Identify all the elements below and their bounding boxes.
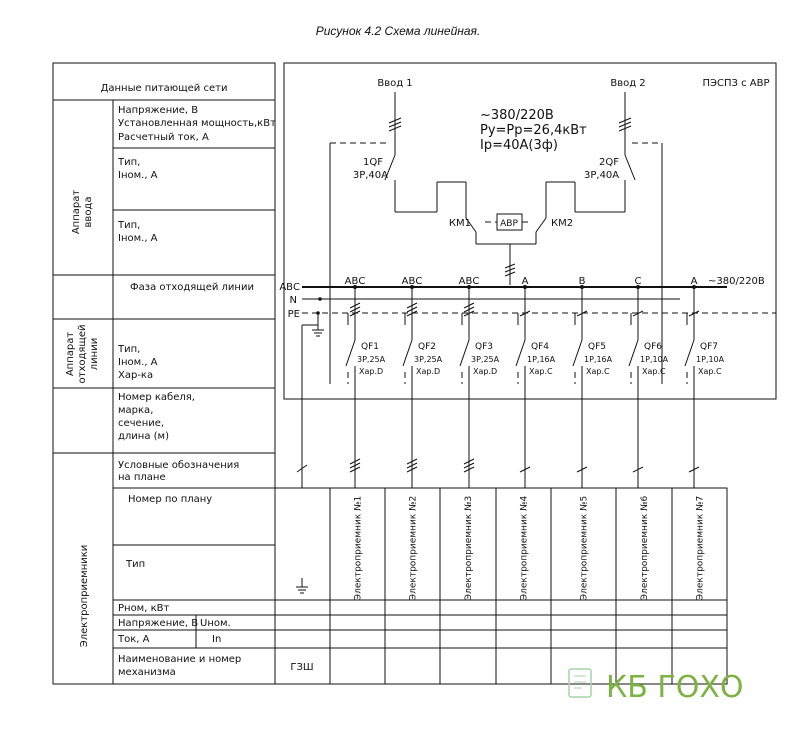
bus-voltage-label: ~380/220В bbox=[708, 276, 765, 287]
supply-row-current: Расчетный ток, А bbox=[118, 132, 209, 143]
svg-text:линии: линии bbox=[89, 337, 100, 371]
outgoing-device-label bbox=[65, 325, 100, 384]
svg-text:Электроприемники: Электроприемники bbox=[79, 544, 90, 648]
plan-symbols-1: Условные обозначения bbox=[118, 460, 240, 471]
supply-row-voltage: Напряжение, В bbox=[118, 105, 199, 116]
type-header: Тип bbox=[126, 559, 146, 570]
feeder-5 bbox=[573, 276, 613, 488]
feeder-qf-2: QF2 bbox=[418, 342, 436, 352]
feeder-rating-2: 3Р,25А bbox=[414, 355, 443, 364]
bus-n-label: N bbox=[289, 295, 297, 306]
receiver-label-3: Электроприемник №3 bbox=[464, 495, 474, 601]
feeder-qf-3: QF3 bbox=[475, 342, 493, 352]
outgoing-type: Тип, bbox=[118, 344, 141, 355]
feeder-rating-3: 3Р,25А bbox=[471, 355, 500, 364]
feeder-qf-4: QF4 bbox=[531, 342, 549, 352]
input-type-2: Тип, bbox=[118, 220, 141, 231]
feeder-phase-3: АВС bbox=[458, 276, 480, 287]
receiver-label-1: Электроприемник №1 bbox=[353, 495, 364, 601]
feeder-phase-6: С bbox=[634, 276, 642, 287]
receiver-label-2: Электроприемник №2 bbox=[408, 495, 419, 601]
panel-voltage: ~380/220В bbox=[480, 108, 554, 123]
bus-abc-label: АВС bbox=[279, 282, 300, 293]
receiver-table bbox=[275, 488, 727, 684]
avr-label: АВР bbox=[500, 219, 518, 229]
voltage-header: Напряжение, В bbox=[118, 618, 199, 629]
qf1-input-rating: 3Р,40А bbox=[352, 170, 388, 181]
input-device-label bbox=[71, 190, 94, 235]
feeder-phase-2: АВС bbox=[401, 276, 423, 287]
svg-text:ввода: ввода bbox=[83, 196, 94, 228]
feeder-rating-5: 1Р,16А bbox=[584, 355, 613, 364]
receiver-label-6: Электроприемник №6 bbox=[640, 495, 650, 601]
feeder-char-7: Хар.С bbox=[698, 367, 722, 376]
feeder-phase-1: АВС bbox=[344, 276, 366, 287]
receiver-label-5: Электроприемник №5 bbox=[579, 495, 590, 601]
feeder-2 bbox=[402, 276, 443, 488]
input-type-1: Тип, bbox=[118, 157, 141, 168]
panel-name: ПЭСПЗ с АВР bbox=[702, 78, 770, 89]
outgoing-char: Хар-ка bbox=[118, 370, 154, 381]
svg-text:Аппарат: Аппарат bbox=[71, 189, 82, 235]
qf2-input-name: 2QF bbox=[599, 157, 619, 168]
feeder-phase-4: А bbox=[521, 276, 529, 287]
feeder-3 bbox=[459, 276, 500, 488]
current-header: Ток, А bbox=[118, 634, 150, 645]
outgoing-inom: Iном., А bbox=[118, 357, 158, 368]
receivers-label bbox=[79, 545, 90, 648]
feeder-phase-5: В bbox=[578, 276, 586, 287]
supply-row-power: Установленная мощность,кВт bbox=[118, 118, 276, 129]
svg-text:Аппарат: Аппарат bbox=[65, 331, 76, 377]
busbars bbox=[297, 287, 776, 488]
panel-current: Iр=40А(3ф) bbox=[480, 138, 558, 153]
input2-label: Ввод 2 bbox=[610, 78, 646, 89]
feeder-char-1: Хар.D bbox=[359, 367, 384, 376]
ground-icon bbox=[296, 578, 308, 593]
feeder-char-4: Хар.С bbox=[529, 367, 553, 376]
kb-goho-logo bbox=[569, 669, 744, 705]
cable-section: сечение, bbox=[118, 418, 165, 429]
pnom-header: Рном, кВт bbox=[118, 603, 170, 614]
receiver-label-7: Электроприемник №7 bbox=[695, 495, 706, 601]
feeder-qf-6: QF6 bbox=[644, 342, 662, 352]
input-inom-2: Iном., А bbox=[118, 233, 158, 244]
name-header-2: механизма bbox=[118, 667, 176, 678]
feeder-rating-4: 1Р,16А bbox=[527, 355, 556, 364]
bus-pe-label: PE bbox=[287, 309, 300, 320]
plan-number-header: Номер по плану bbox=[128, 494, 213, 505]
plan-symbols-2: на плане bbox=[118, 472, 166, 483]
feeder-qf-7: QF7 bbox=[700, 342, 718, 352]
feeder-char-2: Хар.D bbox=[416, 367, 441, 376]
qf1-input-name: 1QF bbox=[363, 157, 383, 168]
gzsh-label: ГЗШ bbox=[290, 662, 314, 673]
km2-label: КМ2 bbox=[551, 218, 574, 229]
feeder-char-3: Хар.D bbox=[473, 367, 498, 376]
feeder-rating-7: 1Р,10А bbox=[696, 355, 725, 364]
cable-number: Номер кабеля, bbox=[118, 392, 195, 403]
cable-brand: марка, bbox=[118, 405, 154, 416]
feeder-char-6: Хар.С bbox=[642, 367, 666, 376]
logo-text: КБ ГОХО bbox=[606, 670, 744, 705]
supply-data-header: Данные питающей сети bbox=[100, 83, 228, 94]
km1-label: КМ1 bbox=[448, 218, 471, 229]
figure-caption: Рисунок 4.2 Схема линейная. bbox=[315, 24, 481, 38]
feeder-rating-1: 3Р,25А bbox=[357, 355, 386, 364]
feeder-7 bbox=[685, 276, 725, 488]
feeder-qf-5: QF5 bbox=[588, 342, 606, 352]
feeder-char-5: Хар.С bbox=[586, 367, 610, 376]
feeder-phase-7: А bbox=[690, 276, 698, 287]
name-header-1: Наименование и номер bbox=[118, 654, 242, 665]
feeder-qf-1: QF1 bbox=[361, 342, 379, 352]
in-header: In bbox=[212, 634, 222, 645]
feeder-6 bbox=[629, 276, 669, 488]
feeder-1 bbox=[345, 276, 386, 488]
unom-header: Uном. bbox=[200, 618, 231, 629]
receiver-label-4: Электроприемник №4 bbox=[519, 495, 530, 601]
phase-line-header: Фаза отходящей линии bbox=[130, 282, 254, 293]
feeder-4 bbox=[516, 276, 556, 488]
input1-circuit bbox=[330, 92, 476, 384]
cable-length: длина (м) bbox=[118, 431, 169, 442]
qf2-input-rating: 3Р,40А bbox=[584, 170, 620, 181]
input-inom-1: Iном., А bbox=[118, 170, 158, 181]
feeder-rating-6: 1Р,10А bbox=[640, 355, 669, 364]
svg-text:отходящей: отходящей bbox=[77, 324, 88, 384]
input1-label: Ввод 1 bbox=[377, 78, 413, 89]
panel-power: Ру=Рр=26,4кВт bbox=[480, 123, 587, 138]
